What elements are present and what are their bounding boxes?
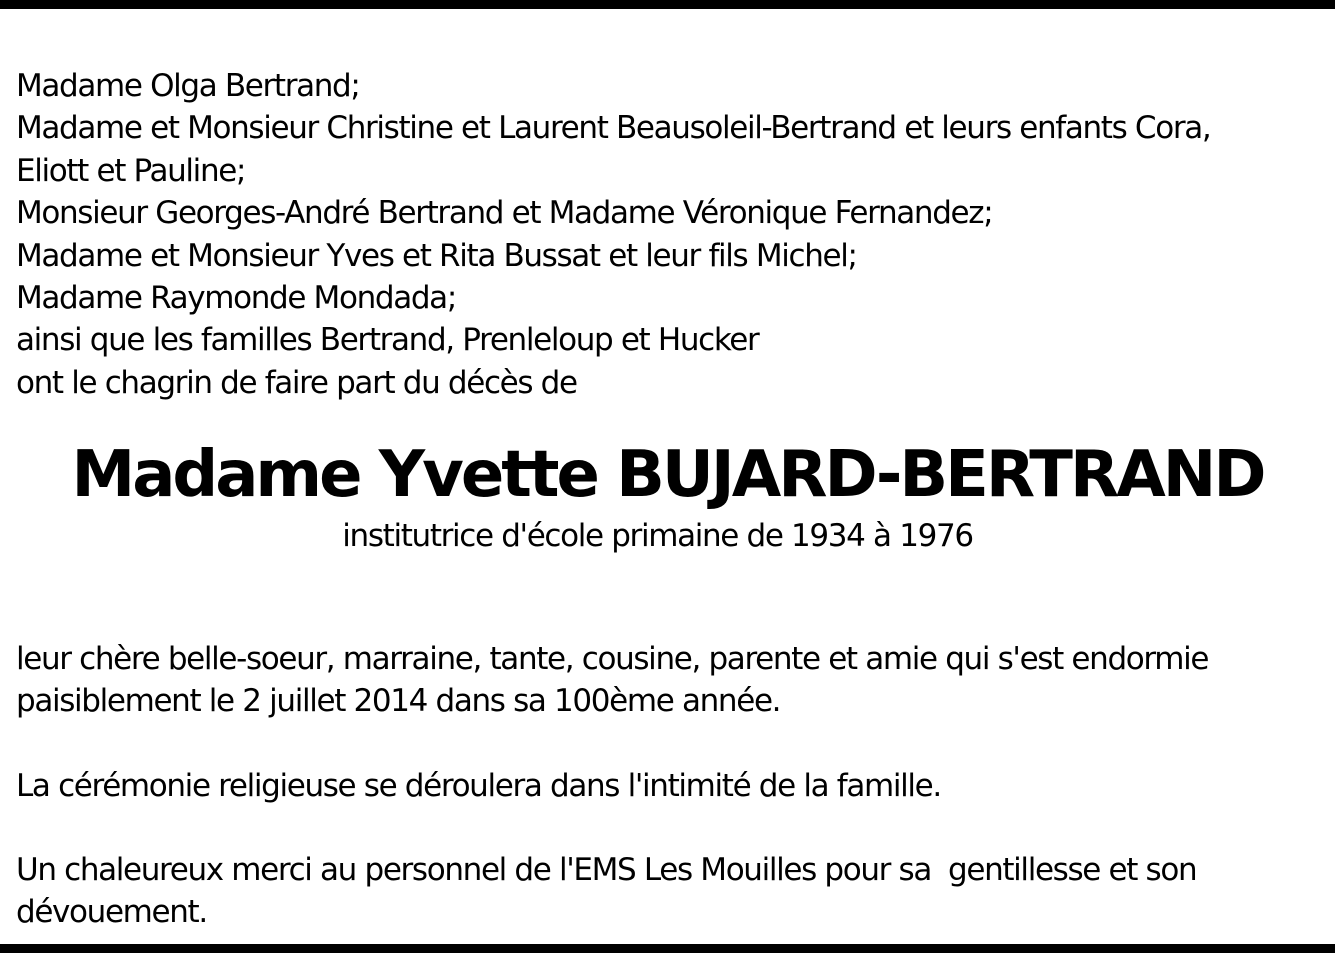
thanks-line: Un chaleureux merci au personnel de l'EMS Les Mouilles pour sa gentillesse et son xyxy=(16,852,1197,888)
death-details xyxy=(16,638,1326,723)
family-line: Madame Olga Bertrand; xyxy=(16,68,360,104)
thanks-line: dévouement. xyxy=(16,894,207,931)
detail-line: leur chère belle-soeur, marraine, tante, cousine, parente et amie qui s'est endormie xyxy=(16,641,1209,677)
deceased-occupation: institutrice d'école primaine de 1934 à 1976 xyxy=(342,518,973,554)
bottom-border-rule xyxy=(0,944,1335,953)
thanks-notice xyxy=(16,849,1326,934)
family-line: Madame et Monsieur Yves et Rita Bussat et leur fils Michel; xyxy=(16,237,857,274)
top-border-rule xyxy=(0,0,1335,9)
family-line: Eliott et Pauline; xyxy=(16,152,246,189)
deceased-name: Madame Yvette BUJARD-BERTRAND xyxy=(71,438,1264,512)
ceremony-notice xyxy=(16,765,1326,807)
detail-line: paisiblement le 2 juillet 2014 dans sa 100ème année. xyxy=(16,683,781,720)
family-line: Madame Raymonde Mondada; xyxy=(16,280,456,317)
family-list xyxy=(16,65,1326,404)
family-line: Monsieur Georges-André Bertrand et Madame Véronique Fernandez; xyxy=(16,195,993,232)
family-line: Madame et Monsieur Christine et Laurent Beausoleil-Bertrand et leurs enfants Cora, xyxy=(16,110,1211,147)
ceremony-line: La cérémonie religieuse se déroulera dans l'intimité de la famille. xyxy=(16,768,941,804)
family-line: ainsi que les familles Bertrand, Prenleloup et Hucker xyxy=(16,322,759,359)
announcement-line: ont le chagrin de faire part du décès de xyxy=(16,364,577,401)
